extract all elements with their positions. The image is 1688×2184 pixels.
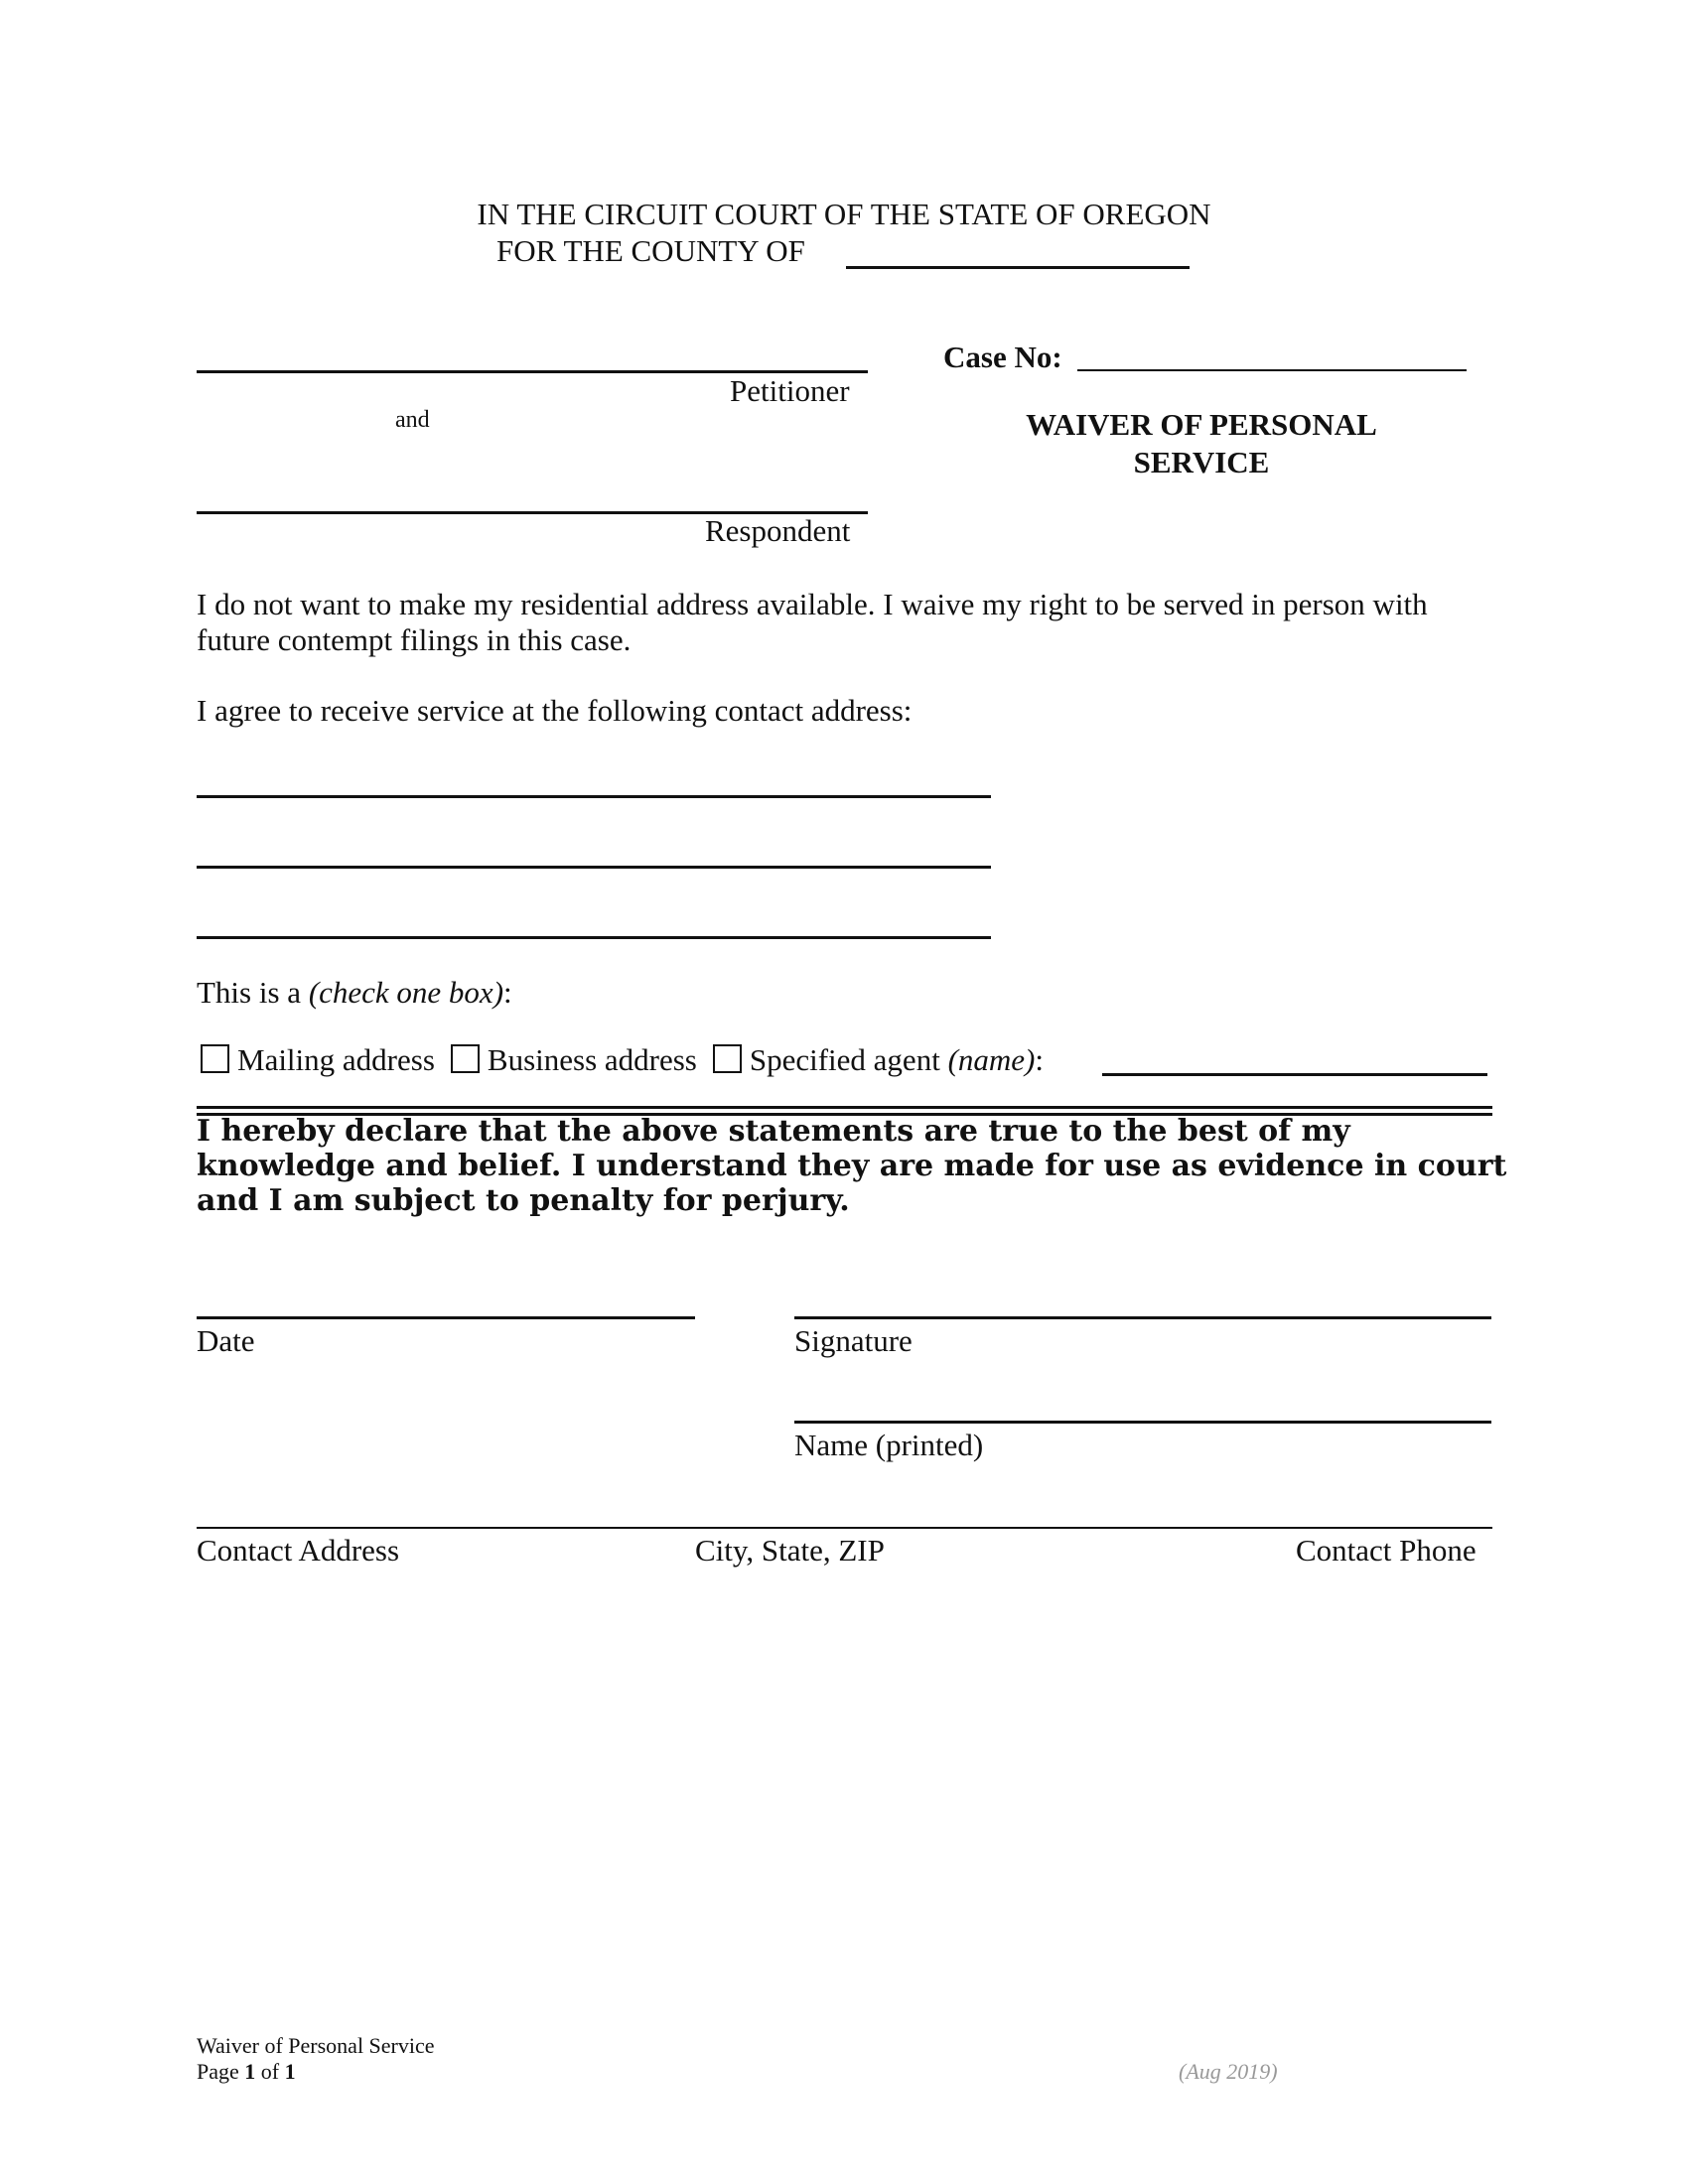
agree-statement: I agree to receive service at the following contact address: bbox=[197, 693, 913, 728]
address-type-row bbox=[201, 1042, 1044, 1078]
mailing-address-checkbox[interactable] bbox=[201, 1044, 229, 1073]
business-address-option[interactable]: Business address bbox=[451, 1042, 697, 1077]
check-prompt: This is a (check one box): bbox=[197, 975, 512, 1010]
date-input-line[interactable] bbox=[197, 1316, 695, 1319]
contact-address-line-2[interactable] bbox=[197, 866, 991, 869]
printed-name-input-line[interactable] bbox=[794, 1421, 1491, 1424]
form-title-line2: SERVICE bbox=[1133, 445, 1270, 479]
petitioner-label: Petitioner bbox=[730, 373, 850, 408]
contact-address-line-1[interactable] bbox=[197, 795, 991, 798]
case-no-input-line[interactable] bbox=[1077, 369, 1467, 371]
specified-agent-option[interactable]: Specified agent (name): bbox=[713, 1042, 1044, 1077]
footer-revision-date: (Aug 2019) bbox=[1179, 2059, 1278, 2084]
perjury-declaration: I hereby declare that the above statements are true to the best of my knowledge and belief. I understand they are made for use as evidence in court and I am subject to penalty for perjury. bbox=[197, 1114, 1507, 1218]
signature-input-line[interactable] bbox=[794, 1316, 1491, 1319]
date-label: Date bbox=[197, 1323, 255, 1358]
business-address-checkbox[interactable] bbox=[451, 1044, 480, 1073]
respondent-label: Respondent bbox=[705, 513, 851, 548]
court-heading: IN THE CIRCUIT COURT OF THE STATE OF OREGON bbox=[477, 197, 1211, 231]
contact-address-line-3[interactable] bbox=[197, 936, 991, 939]
divider-rule-top bbox=[197, 1106, 1492, 1109]
form-title-line1: WAIVER OF PERSONAL bbox=[1026, 407, 1377, 442]
county-input-line[interactable] bbox=[846, 266, 1190, 269]
footer-page-number: Page 1 of 1 bbox=[197, 2059, 296, 2084]
contact-address-label: Contact Address bbox=[197, 1533, 400, 1568]
county-label: FOR THE COUNTY OF bbox=[496, 233, 805, 268]
and-label: and bbox=[395, 407, 430, 433]
agent-name-input-line[interactable] bbox=[1102, 1073, 1487, 1076]
specified-agent-checkbox[interactable] bbox=[713, 1044, 742, 1073]
contact-phone-label: Contact Phone bbox=[1296, 1533, 1477, 1568]
waiver-statement: I do not want to make my residential address available. I waive my right to be served in person with future contempt filings in this case. bbox=[197, 587, 1428, 657]
city-state-zip-label: City, State, ZIP bbox=[695, 1533, 885, 1568]
printed-name-label: Name (printed) bbox=[794, 1428, 984, 1462]
footer-form-name: Waiver of Personal Service bbox=[197, 2033, 435, 2058]
mailing-address-option[interactable]: Mailing address bbox=[201, 1042, 435, 1077]
contact-info-input-line[interactable] bbox=[197, 1527, 1492, 1529]
case-no-label: Case No: bbox=[943, 340, 1062, 374]
signature-label: Signature bbox=[794, 1323, 913, 1358]
